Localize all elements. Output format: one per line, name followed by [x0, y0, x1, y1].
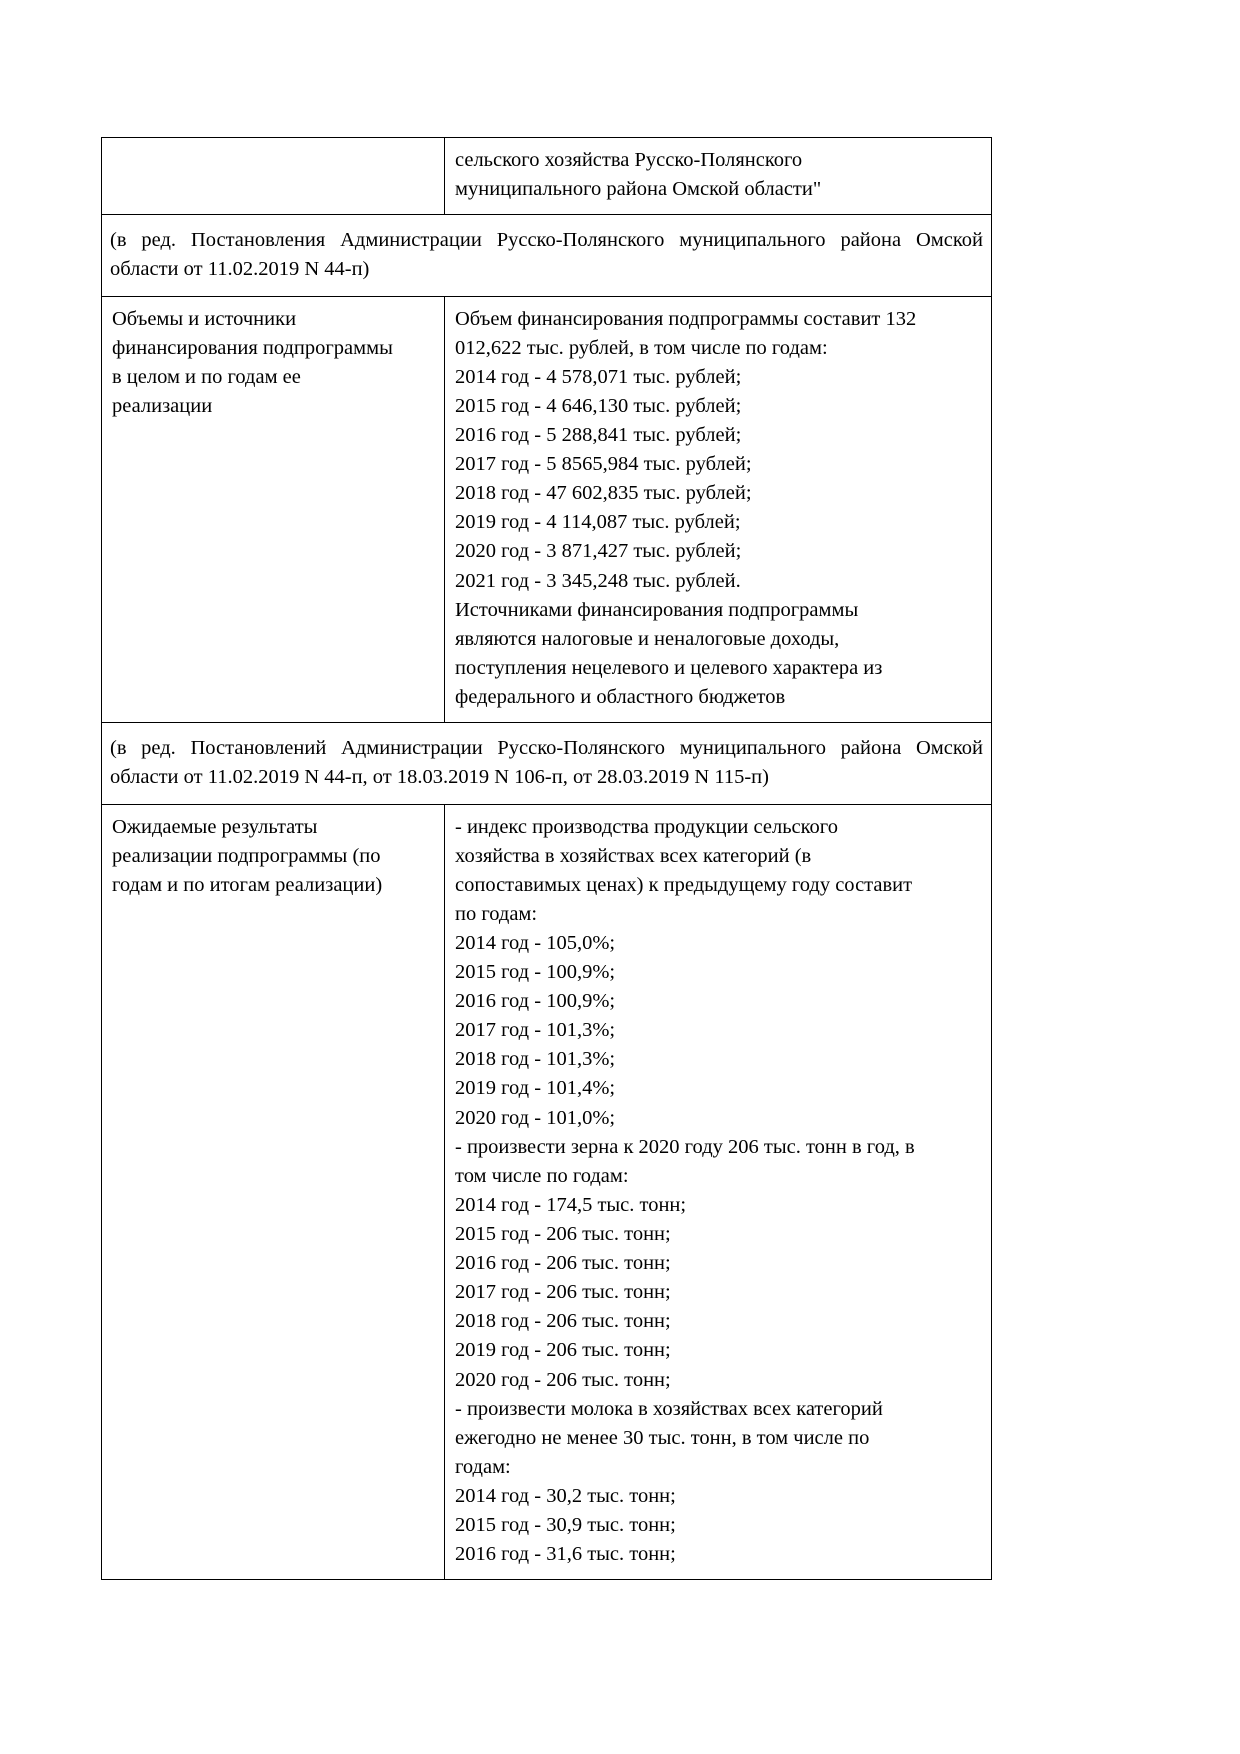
- table-row-amendment: [102, 215, 992, 296]
- value-line: 2015 год - 206 тыс. тонн;: [455, 1223, 671, 1246]
- value-line: 2019 год - 206 тыс. тонн;: [455, 1339, 671, 1362]
- value-line: сельского хозяйства Русско-Полянского: [455, 149, 803, 171]
- row-value-cell: [445, 804, 992, 1580]
- value-line: 2014 год - 30,2 тыс. тонн;: [455, 1485, 676, 1508]
- value-line: по годам:: [455, 902, 538, 925]
- label-line: реализации: [112, 394, 213, 417]
- program-passport-table: [101, 137, 992, 1580]
- value-line: 2014 год - 4 578,071 тыс. рублей;: [455, 365, 742, 388]
- value-line: 012,622 тыс. рублей, в том числе по годам:: [455, 336, 828, 359]
- table-row-amendment: [102, 723, 992, 804]
- value-line: поступления нецелевого и целевого характера из: [455, 656, 883, 679]
- value-line: Объем финансирования подпрограммы составит 132: [455, 307, 917, 330]
- table-body: [102, 138, 992, 1580]
- value-line: хозяйства в хозяйствах всех категорий (в: [455, 844, 812, 867]
- row-label-cell: [102, 138, 445, 215]
- value-line: - произвести зерна к 2020 году 206 тыс. тонн в год, в: [455, 1135, 915, 1158]
- label-line: Объемы и источники: [112, 307, 297, 330]
- value-line: 2019 год - 4 114,087 тыс. рублей;: [455, 511, 741, 534]
- amendment-note: (в ред. Постановлений Администрации Русско-Полянского муниципального района Омской области от 11.02.2019 N 44-п, от 18.03.2019 N 106-п, от 28.03.2019 N 115-п): [102, 723, 992, 804]
- label-line: в целом и по годам ее: [112, 365, 301, 388]
- value-line: 2015 год - 4 646,130 тыс. рублей;: [455, 394, 742, 417]
- value-line: муниципального района Омской области": [455, 178, 822, 201]
- value-line: 2017 год - 5 8565,984 тыс. рублей;: [455, 453, 752, 476]
- value-line: 2016 год - 31,6 тыс. тонн;: [455, 1543, 676, 1566]
- value-line: федерального и областного бюджетов: [455, 686, 786, 709]
- value-line: 2015 год - 30,9 тыс. тонн;: [455, 1514, 676, 1537]
- value-line: 2016 год - 206 тыс. тонн;: [455, 1252, 671, 1275]
- value-line: 2020 год - 101,0%;: [455, 1106, 616, 1129]
- value-line: являются налоговые и неналоговые доходы,: [455, 627, 840, 650]
- amendment-note: (в ред. Постановления Администрации Русско-Полянского муниципального района Омской области от 11.02.2019 N 44-п): [102, 215, 992, 296]
- value-line: 2018 год - 47 602,835 тыс. рублей;: [455, 482, 752, 505]
- label-line: финансирования подпрограммы: [112, 336, 393, 359]
- value-line: 2018 год - 101,3%;: [455, 1048, 616, 1071]
- value-line: 2017 год - 206 тыс. тонн;: [455, 1281, 671, 1304]
- value-line: 2014 год - 174,5 тыс. тонн;: [455, 1193, 687, 1216]
- value-line: - произвести молока в хозяйствах всех категорий: [455, 1397, 883, 1420]
- label-line: Ожидаемые результаты: [112, 815, 318, 838]
- value-line: 2018 год - 206 тыс. тонн;: [455, 1310, 671, 1333]
- value-line: - индекс производства продукции сельского: [455, 815, 838, 838]
- table-row: [102, 138, 992, 215]
- value-line: Источниками финансирования подпрограммы: [455, 598, 859, 621]
- value-line: 2016 год - 100,9%;: [455, 990, 616, 1013]
- row-value-cell: [445, 296, 992, 723]
- label-line: годам и по итогам реализации): [112, 873, 383, 896]
- row-value-cell: [445, 138, 992, 215]
- value-line: 2017 год - 101,3%;: [455, 1019, 616, 1042]
- value-line: 2020 год - 206 тыс. тонн;: [455, 1368, 671, 1391]
- row-label-cell: [102, 296, 445, 723]
- value-line: 2020 год - 3 871,427 тыс. рублей;: [455, 540, 742, 563]
- table-row: [102, 296, 992, 723]
- table-row: [102, 804, 992, 1580]
- value-line: 2016 год - 5 288,841 тыс. рублей;: [455, 424, 742, 447]
- value-line: 2021 год - 3 345,248 тыс. рублей.: [455, 569, 741, 592]
- value-line: 2014 год - 105,0%;: [455, 931, 616, 954]
- value-line: 2015 год - 100,9%;: [455, 961, 616, 984]
- value-line: 2019 год - 101,4%;: [455, 1077, 616, 1100]
- value-line: том числе по годам:: [455, 1164, 629, 1187]
- label-line: реализации подпрограммы (по: [112, 844, 381, 867]
- row-label-cell: [102, 804, 445, 1580]
- value-line: ежегодно не менее 30 тыс. тонн, в том числе по: [455, 1426, 870, 1449]
- value-line: сопоставимых ценах) к предыдущему году составит: [455, 873, 913, 896]
- value-line: годам:: [455, 1455, 511, 1478]
